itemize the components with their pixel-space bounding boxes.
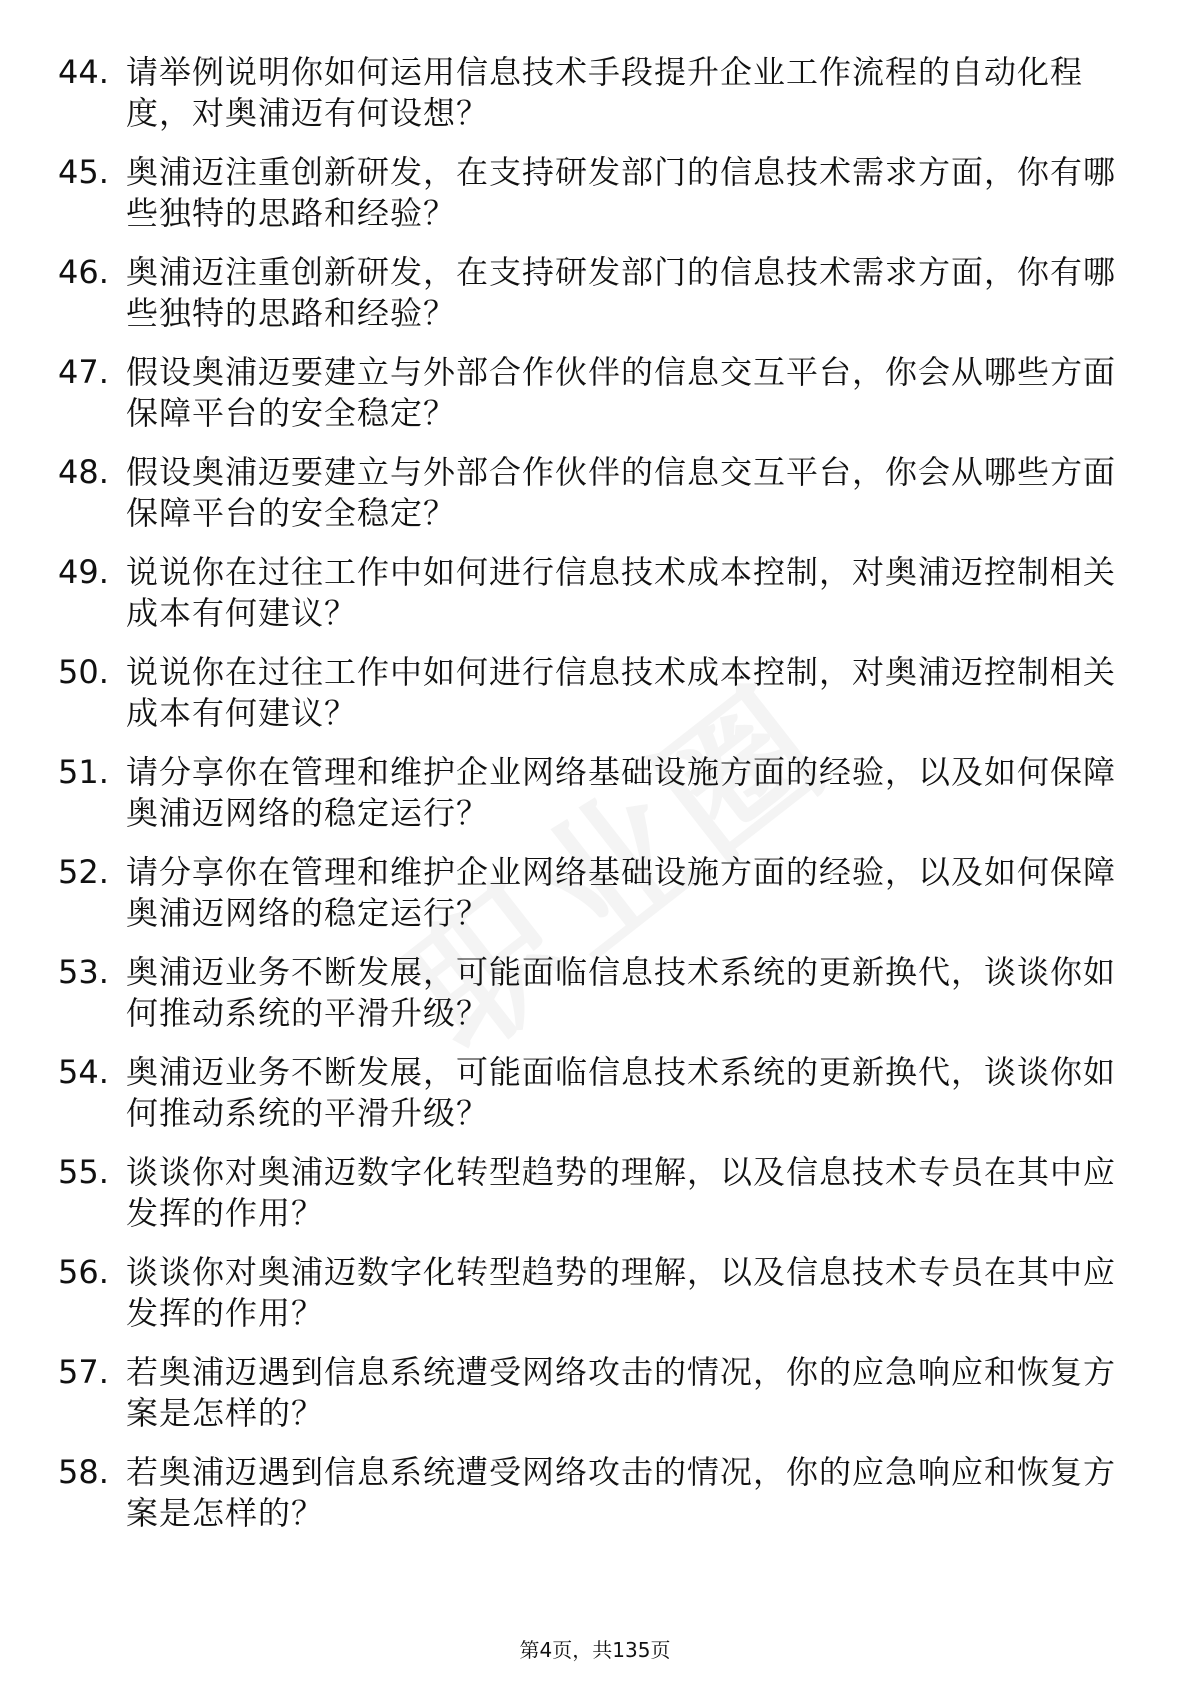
question-number: 50. [58, 653, 109, 691]
question-text: 谈谈你对奥浦迈数字化转型趋势的理解，以及信息技术专员在其中应发挥的作用？ [126, 1153, 1117, 1232]
list-item [58, 652, 1118, 734]
question-number: 53. [58, 953, 109, 991]
list-item [58, 1352, 1118, 1434]
question-text: 请举例说明你如何运用信息技术手段提升企业工作流程的自动化程度，对奥浦迈有何设想？ [126, 53, 1084, 132]
question-number: 56. [58, 1253, 109, 1291]
page-number-label: 第4页，共135页 [519, 1638, 671, 1662]
question-text: 假设奥浦迈要建立与外部合作伙伴的信息交互平台，你会从哪些方面保障平台的安全稳定？ [126, 353, 1117, 432]
question-number: 57. [58, 1353, 109, 1391]
list-item [58, 452, 1118, 534]
list-item [58, 1052, 1118, 1134]
question-number: 48. [58, 453, 109, 491]
question-text: 奥浦迈业务不断发展，可能面临信息技术系统的更新换代，谈谈你如何推动系统的平滑升级？ [126, 1053, 1117, 1132]
question-number: 46. [58, 253, 109, 291]
list-item [58, 1152, 1118, 1234]
list-item [58, 252, 1118, 334]
question-text: 奥浦迈业务不断发展，可能面临信息技术系统的更新换代，谈谈你如何推动系统的平滑升级？ [126, 953, 1117, 1032]
question-number: 54. [58, 1053, 109, 1091]
list-item [58, 1452, 1118, 1534]
question-number: 52. [58, 853, 109, 891]
list-item [58, 352, 1118, 434]
question-number: 47. [58, 353, 109, 391]
list-item [58, 152, 1118, 234]
question-number: 51. [58, 753, 109, 791]
question-text: 说说你在过往工作中如何进行信息技术成本控制，对奥浦迈控制相关成本有何建议？ [126, 553, 1117, 632]
question-text: 奥浦迈注重创新研发，在支持研发部门的信息技术需求方面，你有哪些独特的思路和经验？ [126, 253, 1117, 332]
question-text: 请分享你在管理和维护企业网络基础设施方面的经验，以及如何保障奥浦迈网络的稳定运行？ [126, 753, 1117, 832]
list-item [58, 952, 1118, 1034]
question-text: 若奥浦迈遇到信息系统遭受网络攻击的情况，你的应急响应和恢复方案是怎样的？ [126, 1353, 1117, 1432]
question-text: 奥浦迈注重创新研发，在支持研发部门的信息技术需求方面，你有哪些独特的思路和经验？ [126, 153, 1117, 232]
question-number: 49. [58, 553, 109, 591]
list-item [58, 52, 1118, 134]
question-text: 若奥浦迈遇到信息系统遭受网络攻击的情况，你的应急响应和恢复方案是怎样的？ [126, 1453, 1117, 1532]
question-text: 假设奥浦迈要建立与外部合作伙伴的信息交互平台，你会从哪些方面保障平台的安全稳定？ [126, 453, 1117, 532]
question-number: 55. [58, 1153, 109, 1191]
question-text: 谈谈你对奥浦迈数字化转型趋势的理解，以及信息技术专员在其中应发挥的作用？ [126, 1253, 1117, 1332]
list-item [58, 552, 1118, 634]
list-item [58, 852, 1118, 934]
question-number: 58. [58, 1453, 109, 1491]
question-text: 请分享你在管理和维护企业网络基础设施方面的经验，以及如何保障奥浦迈网络的稳定运行？ [126, 853, 1117, 932]
question-text: 说说你在过往工作中如何进行信息技术成本控制，对奥浦迈控制相关成本有何建议？ [126, 653, 1117, 732]
list-item [58, 752, 1118, 834]
question-number: 45. [58, 153, 109, 191]
page-footer [0, 1638, 1190, 1662]
question-list [58, 52, 1118, 1552]
list-item [58, 1252, 1118, 1334]
question-number: 44. [58, 53, 109, 91]
